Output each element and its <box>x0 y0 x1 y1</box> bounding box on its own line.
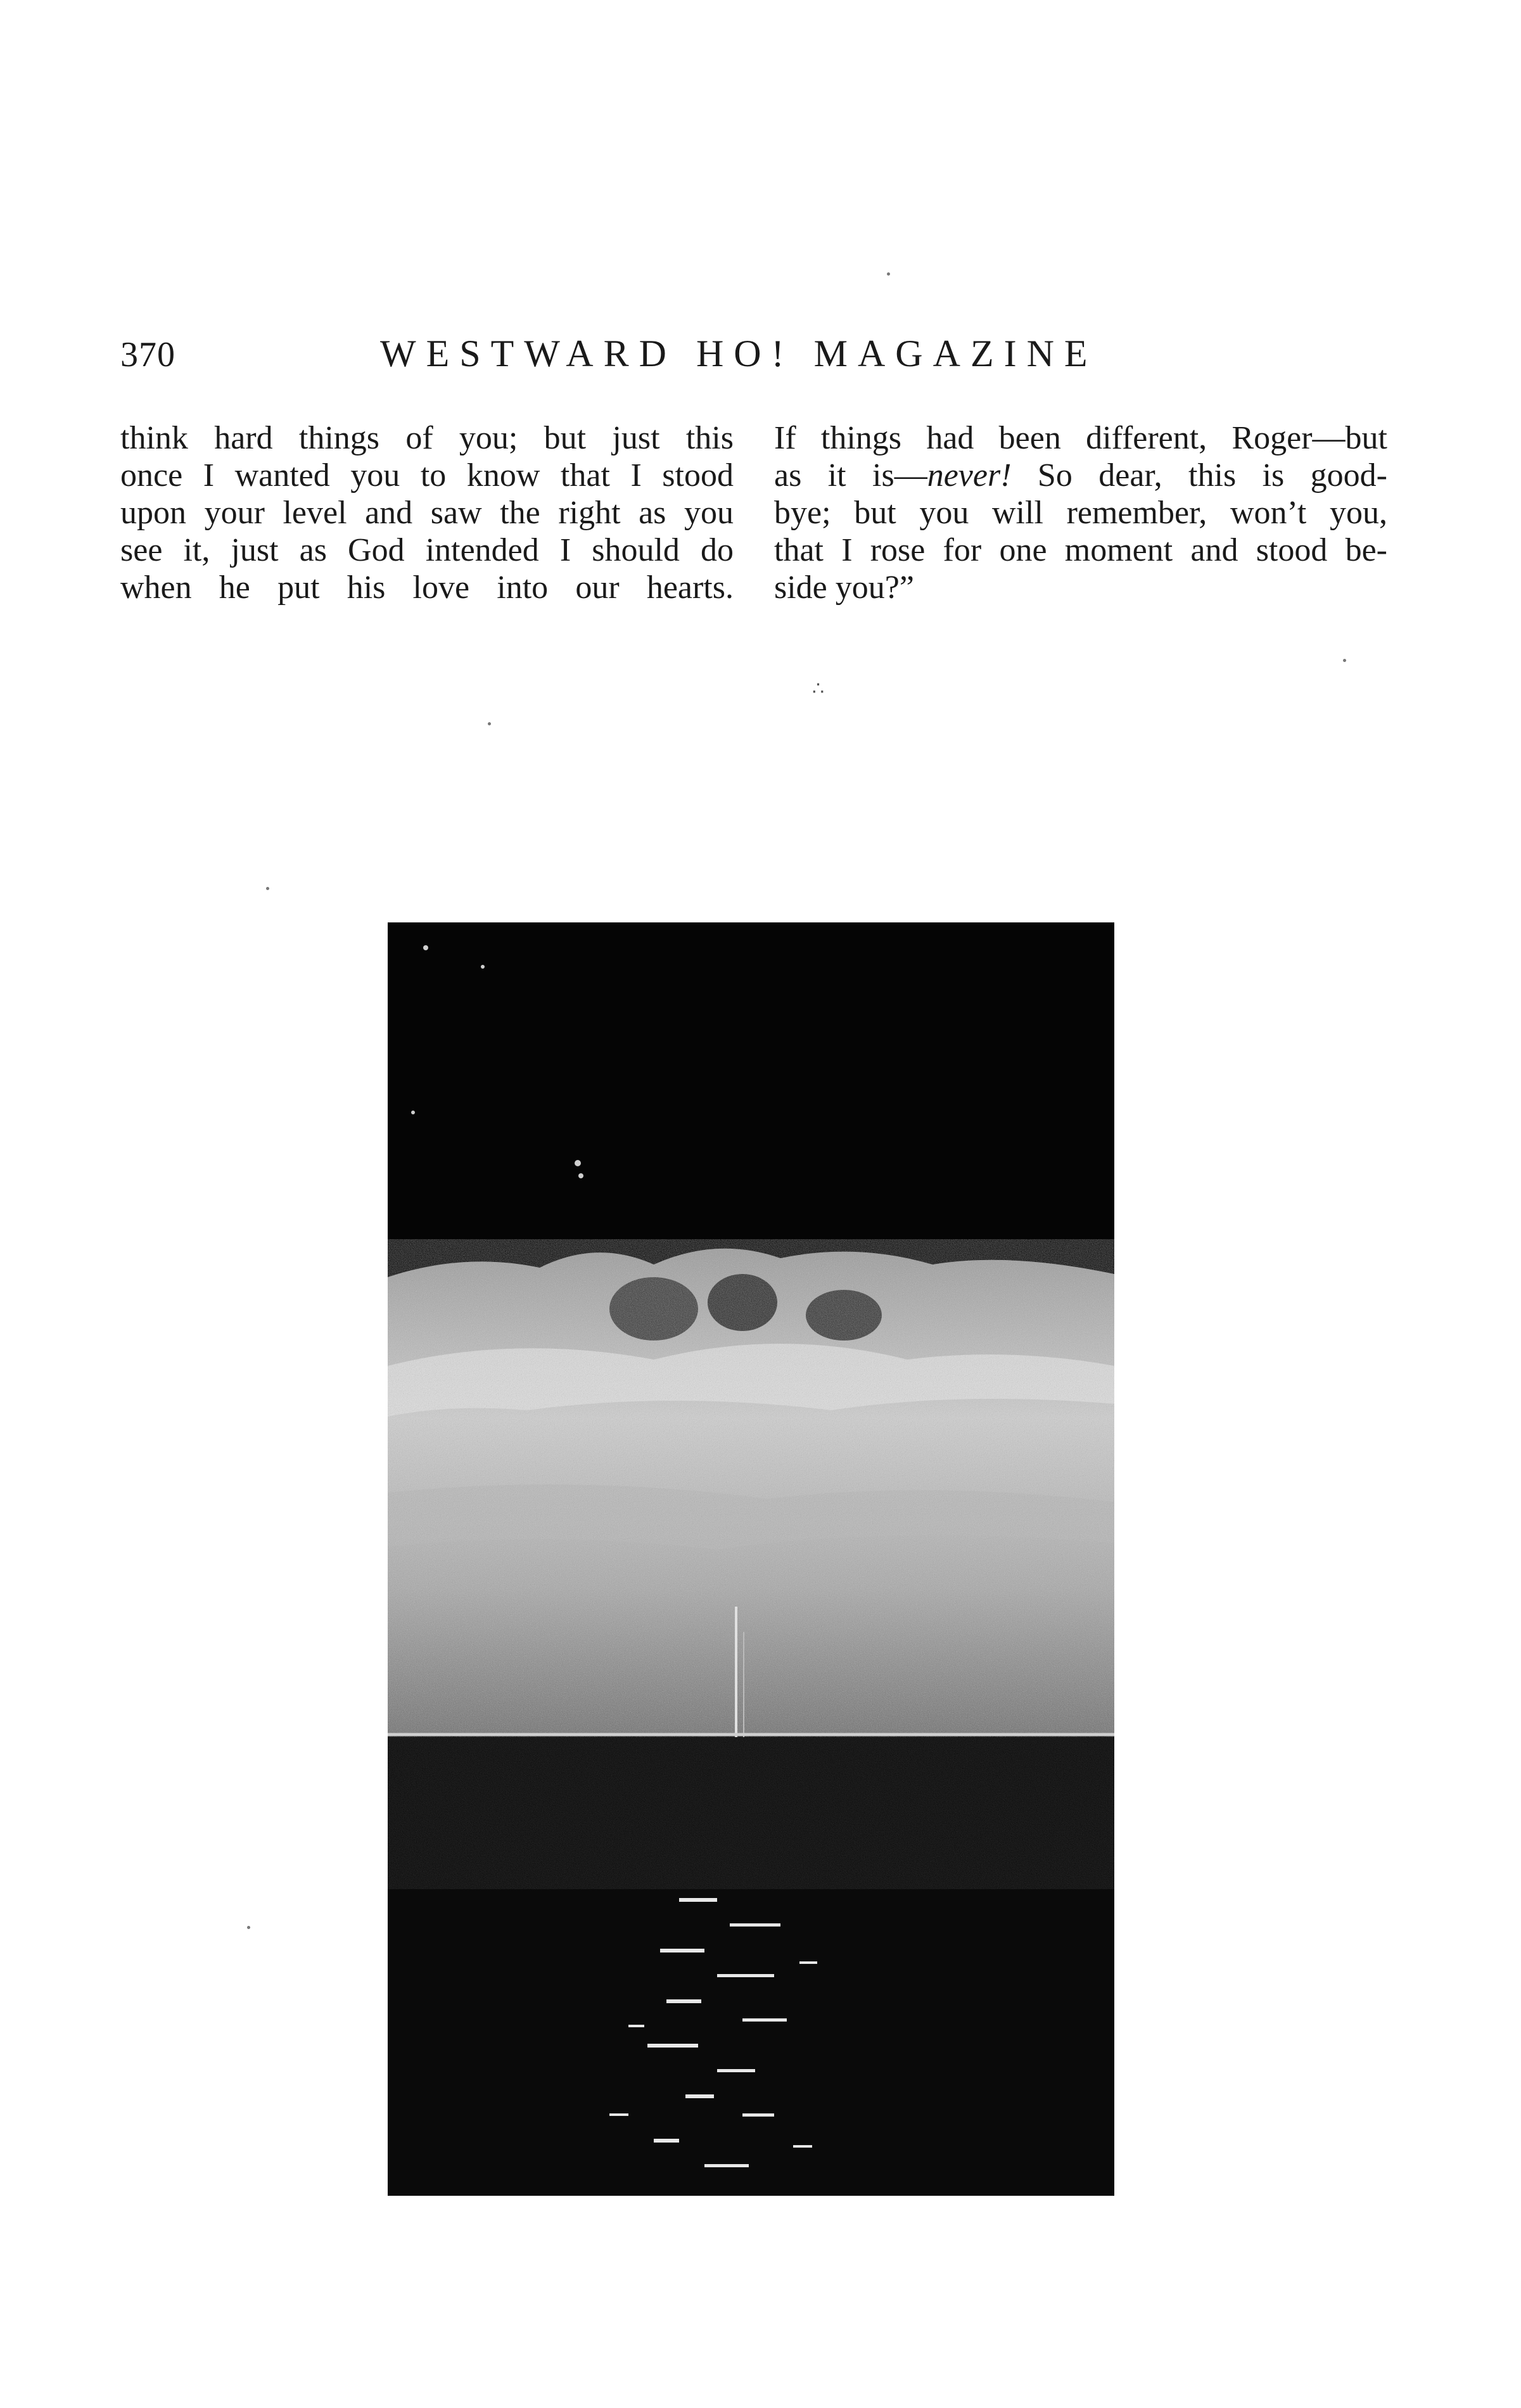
paper-speck <box>887 272 890 276</box>
text-line: when he put his love into our hearts. <box>120 570 734 606</box>
text-line: side you?” <box>774 570 914 606</box>
text-line: that I rose for one moment and stood be- <box>774 532 1387 568</box>
page-number: 370 <box>120 335 175 374</box>
seascape-illustration <box>388 922 1114 2196</box>
text-line: If things had been different, Roger—but <box>774 420 1387 456</box>
paper-speck <box>1343 659 1346 662</box>
section-ornament: ∴ <box>812 678 825 699</box>
text-line: see it, just as God intended I should do <box>120 532 734 568</box>
text-line: once I wanted you to know that I stood <box>120 457 734 494</box>
text-line <box>774 457 1387 494</box>
seascape-picture <box>388 922 1114 2196</box>
paper-speck <box>247 1926 250 1929</box>
text-line: think hard things of you; but just this <box>120 420 734 456</box>
emphasis-never: never! <box>927 457 1012 494</box>
paper-speck <box>266 887 269 890</box>
text-span: as it is— <box>774 457 927 494</box>
text-line: bye; but you will remember, won’t you, <box>774 495 1387 531</box>
text-span: So dear, this is good- <box>1011 457 1387 494</box>
running-title: WESTWARD HO! MAGAZINE <box>380 333 1098 374</box>
right-text-column <box>774 419 1387 606</box>
paper-speck <box>488 722 491 725</box>
text-line: upon your level and saw the right as you <box>120 495 734 531</box>
left-text-column <box>120 419 734 606</box>
